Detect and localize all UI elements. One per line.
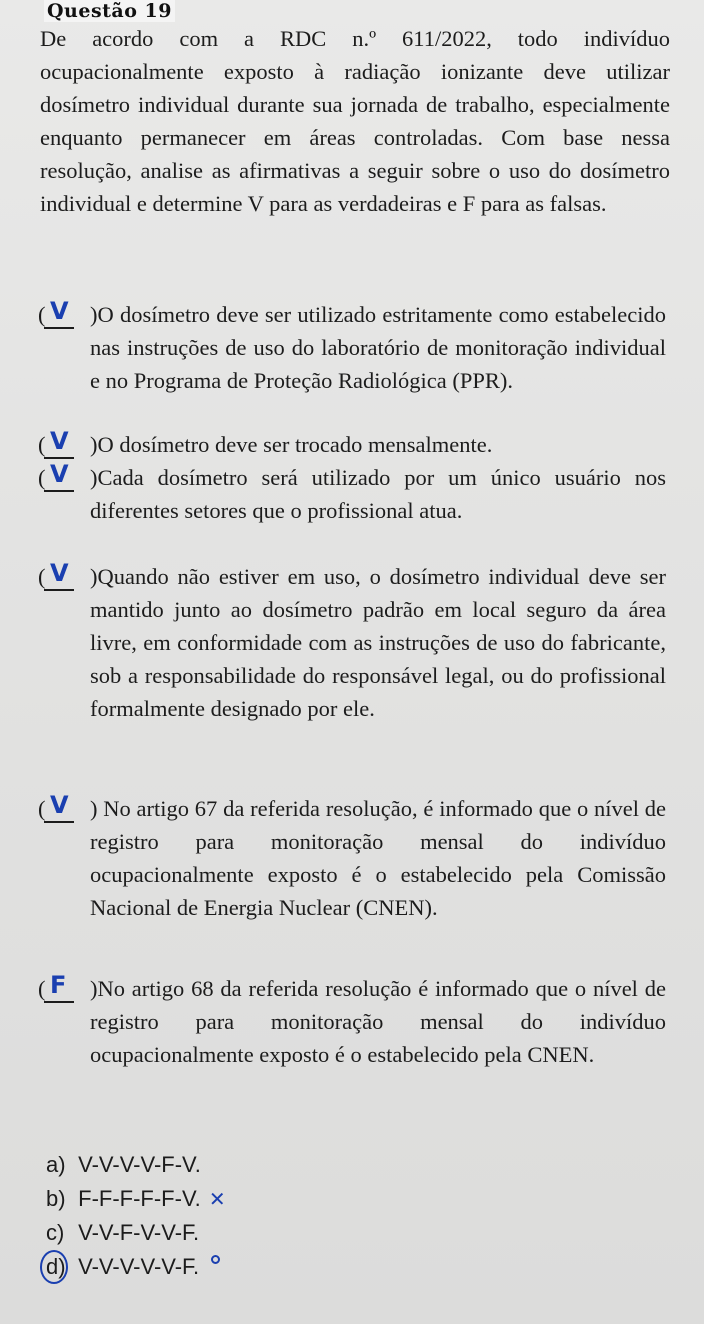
handwritten-mark: F <box>50 971 67 999</box>
answer-blank[interactable]: ( F <box>38 972 90 1005</box>
statement-item <box>38 461 666 527</box>
question-title: Questão 19 <box>44 0 175 22</box>
handwritten-mark: V <box>50 427 69 455</box>
answer-blank[interactable]: ( V <box>38 298 90 331</box>
option-text: V-V-V-V-F-V. <box>78 1152 201 1177</box>
handwritten-dot-icon <box>211 1255 220 1264</box>
blank-underline <box>44 821 74 823</box>
answer-blank[interactable]: ( V <box>38 792 90 825</box>
blank-underline <box>44 1001 74 1003</box>
selected-circle-icon <box>40 1250 68 1284</box>
blank-underline <box>44 490 74 492</box>
statement-item <box>38 792 666 924</box>
answer-blank[interactable]: ( V <box>38 461 90 494</box>
option-letter: b) <box>46 1186 66 1211</box>
blank-underline <box>44 327 74 329</box>
answer-options <box>46 1148 226 1284</box>
option-text: V-V-V-V-V-F. <box>78 1254 200 1279</box>
statement-item <box>38 972 666 1071</box>
handwritten-mark: V <box>50 559 69 587</box>
question-intro: De acordo com a RDC n.º 611/2022, todo indivíduo ocupacionalmente exposto à radiação ionizante deve utilizar dosímetro individual durante sua jornada de trabalho, especialmente enquanto permanecer em áreas controladas. Com base nessa resolução, analise as afirmativas a seguir sobre o uso do dosímetro individual e determine V para as verdadeiras e F para as falsas. <box>40 26 670 216</box>
statement-text: )O dosímetro deve ser trocado mensalmente. <box>90 432 493 457</box>
option-letter: c) <box>46 1220 65 1245</box>
handwritten-mark: V <box>50 791 69 819</box>
statement-text: )No artigo 68 da referida resolução é informado que o nível de registro para monitoração mensal do indivíduo ocupacionalmente exposto é o estabelecido pela CNEN. <box>90 976 666 1067</box>
option-b[interactable] <box>46 1182 226 1216</box>
statement-text: )O dosímetro deve ser utilizado estritamente como estabelecido nas instruções de uso do laboratório de monitoração individual e no Programa de Proteção Radiológica (PPR). <box>90 302 666 393</box>
statement-item <box>38 298 666 397</box>
statement-text: )Quando não estiver em uso, o dosímetro individual deve ser mantido junto ao dosímetro padrão em local seguro da área livre, em conformidade com as instruções de uso do fabricante, sob a responsabilidade do responsável legal, ou do profissional formalmente designado por ele. <box>90 564 666 721</box>
statement-item <box>38 560 666 725</box>
statement-item <box>38 428 666 461</box>
option-c[interactable] <box>46 1216 226 1250</box>
option-text: V-V-F-V-V-F. <box>78 1220 200 1245</box>
option-d[interactable] <box>46 1250 226 1284</box>
statement-text: )Cada dosímetro será utilizado por um único usuário nos diferentes setores que o profissional atua. <box>90 465 666 523</box>
handwritten-mark: V <box>50 297 69 325</box>
option-text: F-F-F-F-F-V. <box>78 1186 201 1211</box>
statement-text: ) No artigo 67 da referida resolução, é informado que o nível de registro para monitoração mensal do indivíduo ocupacionalmente exposto é o estabelecido pela Comissão Nacional de Energia Nuclear (CNEN). <box>90 796 666 920</box>
option-a[interactable] <box>46 1148 226 1182</box>
option-letter: a) <box>46 1152 66 1177</box>
answer-blank[interactable]: ( V <box>38 560 90 593</box>
handwritten-mark: V <box>50 460 69 488</box>
handwritten-x-icon: ✕ <box>208 1187 226 1211</box>
option-letter: d) <box>46 1254 66 1279</box>
blank-underline <box>44 589 74 591</box>
answer-blank[interactable]: ( V <box>38 428 90 461</box>
